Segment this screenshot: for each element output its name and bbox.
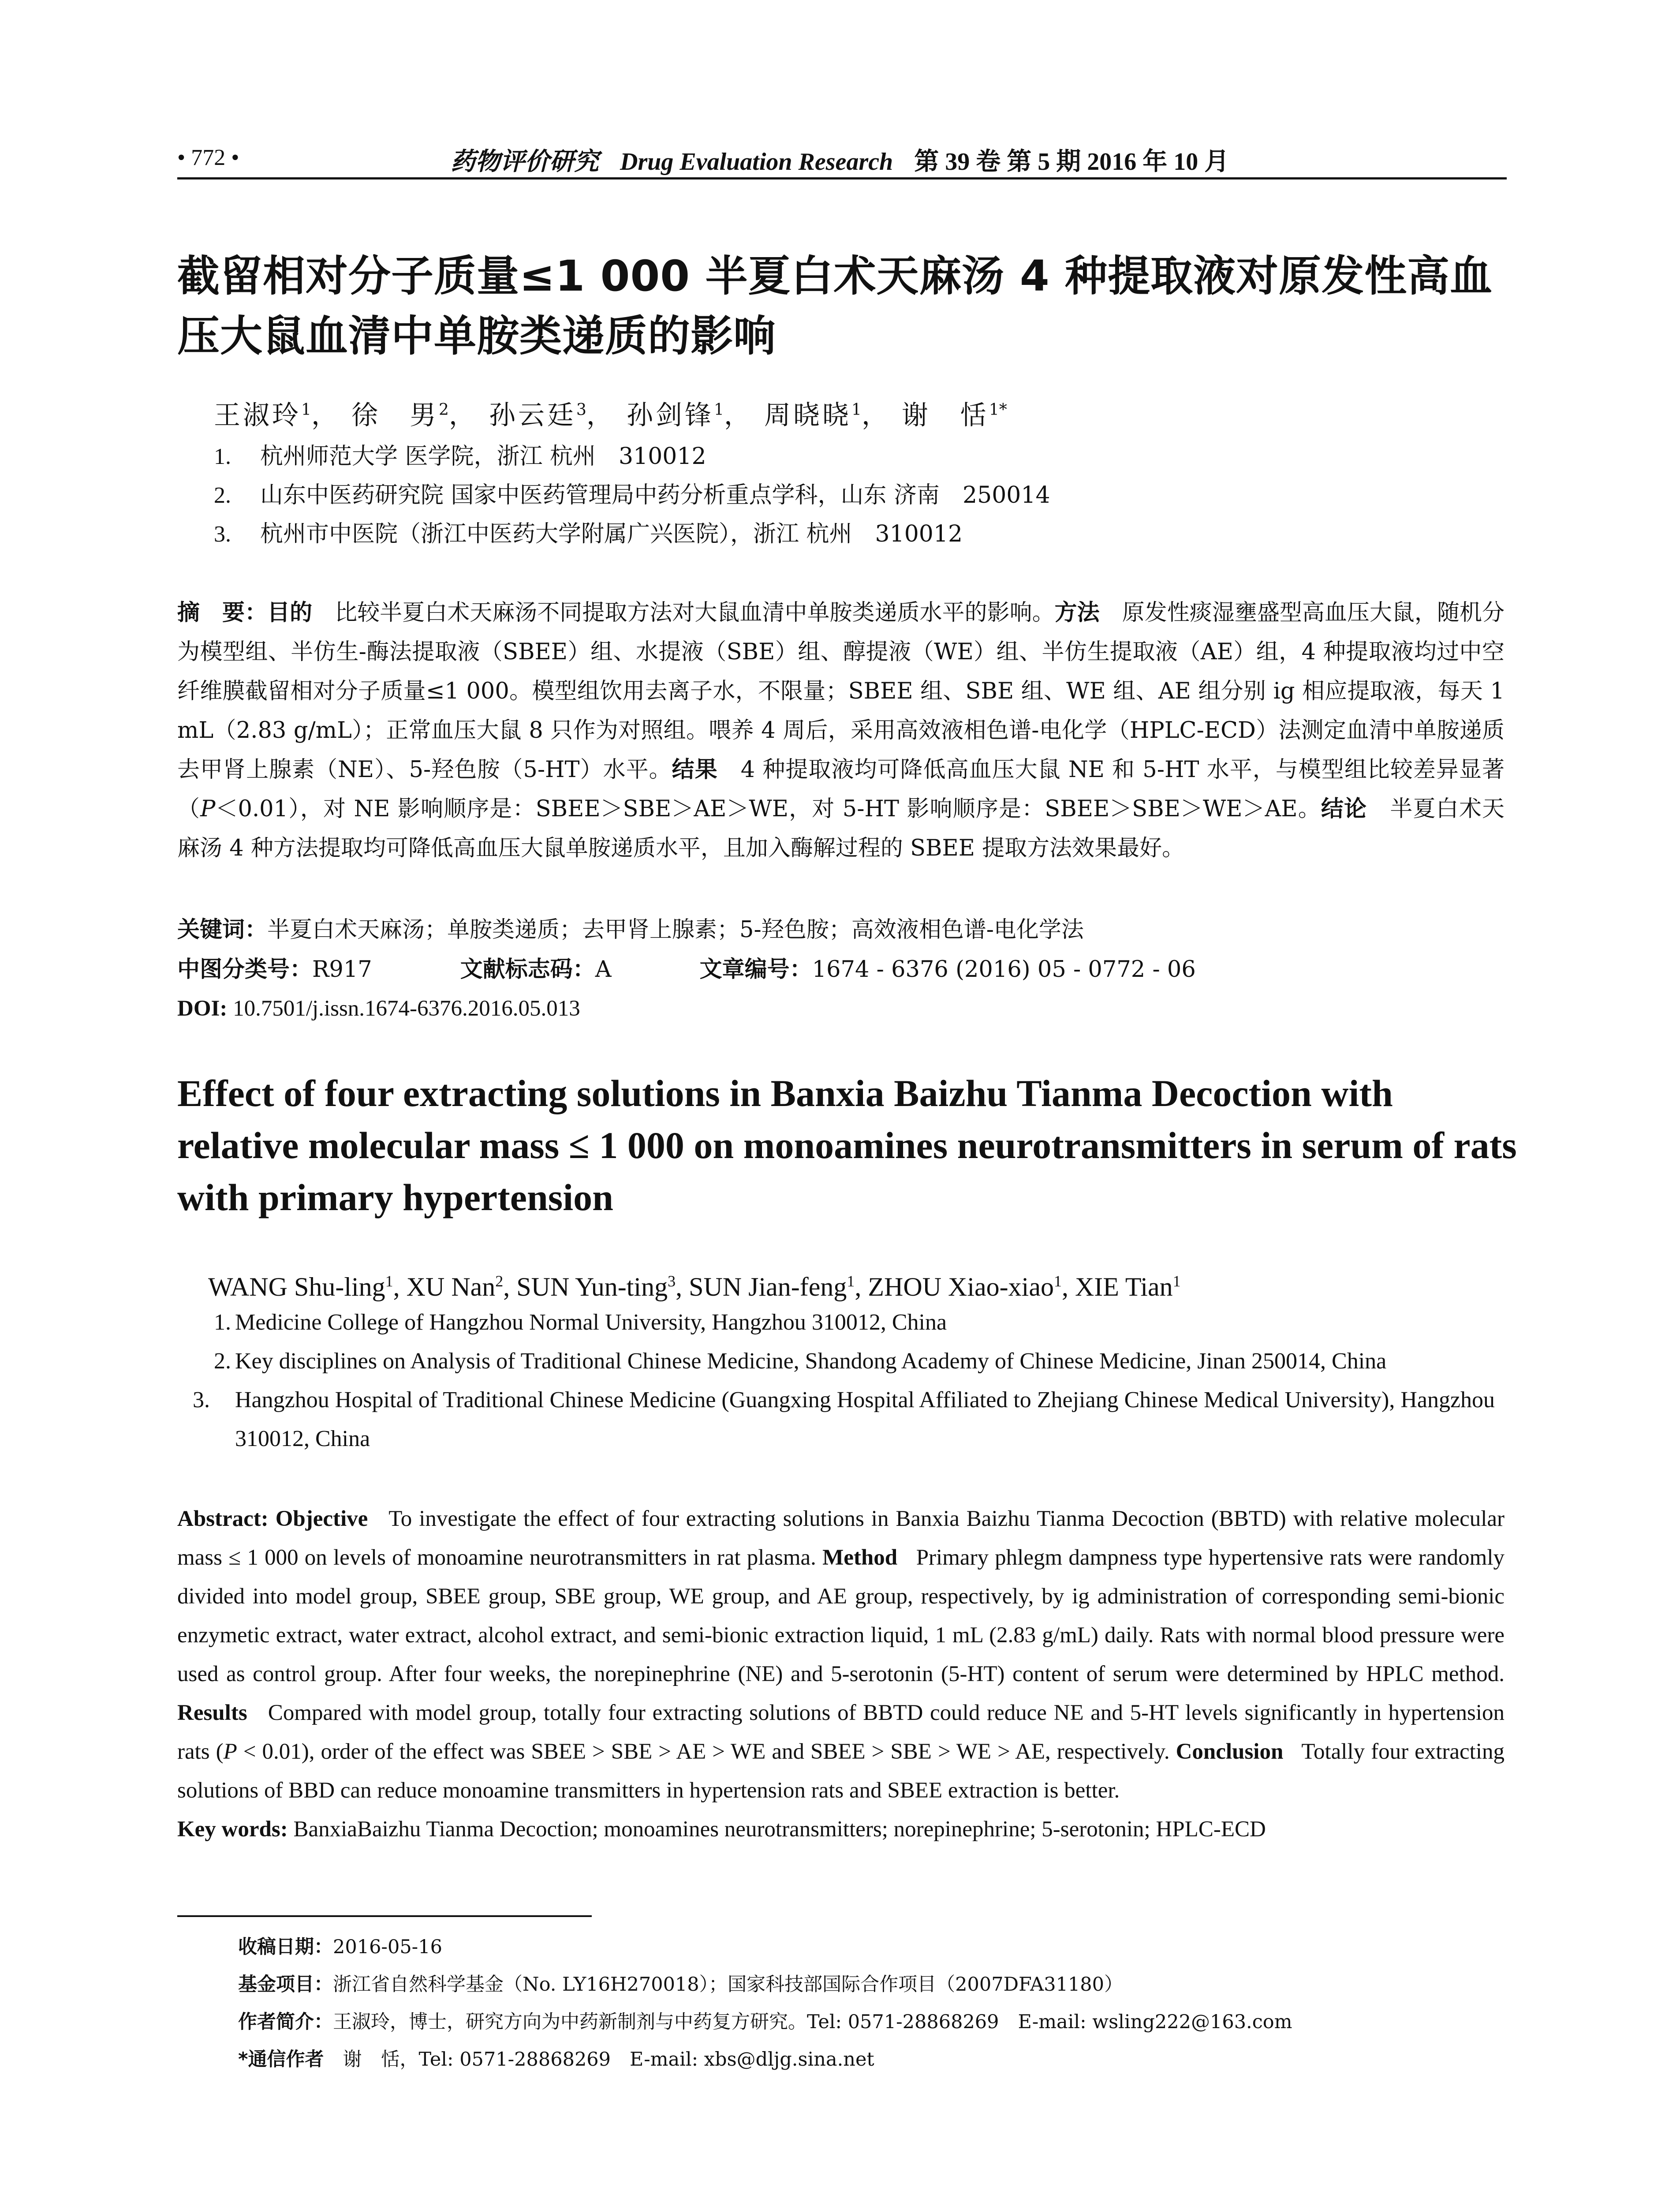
affiliation-cn [214,519,963,550]
author-sup: 1 [1053,1272,1062,1290]
affiliation-text: 杭州市中医院（浙江中医药大学附属广兴医院），浙江 杭州 310012 [260,521,963,547]
footnote-corresponding [238,2046,1517,2073]
footnote-label: 作者简介： [238,2011,333,2033]
affiliation-en [214,1342,1493,1381]
objective-label: Objective [275,1506,368,1531]
clc-value: R917 [312,957,372,983]
author-cn: 谢 恬 [901,400,989,431]
affiliation-en [193,1381,1523,1458]
author-en: WANG Shu-ling [208,1272,385,1301]
affiliation-en [214,1303,1493,1342]
doi-line [177,991,580,1026]
author-en: SUN Yun-ting [516,1272,668,1301]
footnote-text: 谢 恬，Tel: 0571-28868269 E-mail: xbs@dljg.sina.net [324,2048,874,2070]
affiliation-number: 3. [193,1387,210,1413]
keywords-label: 关键词： [177,917,268,943]
authors-cn: 王淑玲$^1$， 徐 男$^2$， 孙云廷$^3$， 孙剑锋$^1$， 周晓晓$^1$， 谢 恬$^{1*}$ [214,400,1007,431]
results-text: ＜0.01），对 NE 影响顺序是：SBEE＞SBE＞AE＞WE，对 5-HT 影响顺序是：SBEE＞SBE＞WE＞AE。 [215,796,1321,822]
author-sup: 1 [385,1272,393,1290]
page-number: • 772 • [177,145,239,170]
doi-value: 10.7501/j.issn.1674-6376.2016.05.013 [227,996,580,1021]
article-number-label: 文章编号： [699,957,812,983]
title-cn: 截留相对分子质量≤1 000 半夏白术天麻汤 4 种提取液对原发性高血压大鼠血清中单胺类递质的影响 [177,251,1493,361]
conclusion-text: 半夏白术天麻汤 4 种方法提取均可降低高血压大鼠单胺递质水平，且加入酶解过程的 SBEE 提取方法效果最好。 [177,796,1505,861]
author-sup: 1 [851,401,862,419]
authors-en: WANG Shu-ling$^1$, XU Nan$^2$, SUN Yun-ting$^3$, SUN Jian-feng$^1$, ZHOU Xiao-xiao$^1$, XIE Tian$^1$ [208,1272,1181,1301]
footnote-text: 浙江省自然科学基金（No. LY16H270018）；国家科技部国际合作项目（2007DFA31180） [333,1973,1123,1996]
abstract-cn [177,593,1505,868]
journal-name-cn: 药物评价研究 [451,147,599,176]
author-cn: 孙剑锋 [626,400,714,431]
affiliation-number: 2. [214,483,231,508]
affiliation-number: 1. [214,444,231,469]
doc-code-value: A [595,957,612,983]
footnote-rule [177,1915,592,1917]
clc-label: 中图分类号： [177,957,313,983]
affiliation-number: 2. [214,1349,231,1374]
running-header [177,142,1507,178]
objective-text: 比较半夏白术天麻汤不同提取方法对大鼠血清中单胺类递质水平的影响。 [312,600,1055,626]
keywords-cn [177,913,1084,947]
footnote-label: 基金项目： [238,1973,333,1996]
footnote-label: *通信作者 [238,2048,324,2070]
author-sup: 1* [989,401,1007,419]
results-text: 4 种提取液均可降低高血压大鼠 NE 和 5-HT 水平，与模型组比较差异显著（ [177,757,1505,822]
affiliation-text: 山东中医药研究院 国家中医药管理局中药分析重点学科，山东 济南 250014 [260,482,1050,508]
journal-issue: 第 39 卷 第 5 期 2016 年 10 月 [914,148,1229,176]
footnote-text: 王淑玲，博士，研究方向为中药新制剂与中药复方研究。Tel: 0571-28868269 E-mail: wsling222@163.com [333,2011,1292,2033]
author-cn: 王淑玲 [214,400,301,431]
keywords-label: Key words: [177,1817,288,1842]
author-en: XIE Tian [1075,1272,1173,1301]
author-sup: 1 [1172,1272,1181,1290]
author-sup: 2 [495,1272,504,1290]
author-cn: 孙云廷 [489,400,576,431]
author-cn: 徐 男 [351,400,439,431]
affiliation-cn [214,480,1050,511]
conclusion-text: Totally four extracting solutions of BBD can reduce monoamine transmitters in hypertension rats and SBEE extraction is better. [177,1739,1505,1803]
author-sup: 2 [438,401,449,419]
affiliation-text: 杭州师范大学 医学院，浙江 杭州 310012 [260,443,706,470]
classification-line [177,953,1196,987]
abstract-label: 摘 要： [177,600,268,626]
keywords-text: 半夏白术天麻汤；单胺类递质；去甲肾上腺素；5-羟色胺；高效液相色谱-电化学法 [267,917,1084,943]
footnote-received [238,1934,1517,1960]
article-number-value: 1674 - 6376 (2016) 05 - 0772 - 06 [812,957,1196,983]
conclusion-label: 结论 [1321,796,1367,822]
results-text: < 0.01), order of the effect was SBEE > SBE > AE > WE and SBEE > SBE > WE > AE, respectively. [237,1739,1170,1764]
author-en: ZHOU Xiao-xiao [868,1272,1054,1301]
objective-label: 目的 [267,600,313,626]
footnote-text: 2016-05-16 [333,1936,442,1958]
footnote-author-bio [238,2009,1517,2035]
p-symbol: P [223,1739,237,1764]
footnote-label: 收稿日期： [238,1936,333,1958]
journal-info [451,142,1229,177]
author-en: XU Nan [406,1272,496,1301]
affiliation-number: 1. [214,1310,231,1335]
method-label: 方法 [1054,600,1100,626]
affiliation-text: Hangzhou Hospital of Traditional Chinese Medicine (Guangxing Hospital Affiliated to Zhejiang Chinese Medical University), Hangzhou 310012, China [235,1387,1495,1451]
abstract-en [177,1499,1505,1849]
method-label: Method [822,1545,898,1570]
conclusion-label: Conclusion [1176,1739,1284,1764]
author-sup: 3 [576,401,586,419]
results-text: Compared with model group, totally four extracting solutions of BBTD could reduce NE and 5-HT levels significantly in hypertension rats ( [177,1700,1505,1764]
objective-text: To investigate the effect of four extracting solutions in Banxia Baizhu Tianma Decoction (BBTD) with relative molecular mass ≤ 1 000 on levels of monoamine neurotransmitters in rat plasma. [177,1506,1505,1570]
footnote-funding [238,1971,1517,1998]
author-sup: 1 [713,401,724,419]
title-en: Effect of four extracting solutions in Banxia Baizhu Tianma Decoction with relative molecular mass ≤ 1 000 on monoamines neurotransmitters in serum of rats with primary hypertension [177,1072,1517,1218]
author-cn: 周晓晓 [764,400,851,431]
method-text: Primary phlegm dampness type hypertensive rats were randomly divided into model group, SBEE group, SBE group, WE group, and AE group, respectively, by ig administration of corresponding semi-bionic enzymetic extract, water extract, alcohol extract, and semi-bionic extraction liquid, 1 mL (2.83 g/mL) daily. Rats with normal blood pressure were used as control group. After four weeks, the norepinephrine (NE) and 5-serotonin (5-HT) content of serum were determined by HPLC method. [177,1545,1505,1686]
doc-code-label: 文献标志码： [460,957,595,983]
header-rule [177,177,1507,179]
doi-label: DOI: [177,996,228,1021]
author-sup: 1 [847,1272,855,1290]
results-label: Results [177,1700,247,1725]
results-label: 结果 [672,757,718,783]
affiliation-number: 3. [214,522,231,547]
author-sup: 3 [668,1272,676,1290]
affiliation-cn [214,441,706,472]
affiliation-text: Key disciplines on Analysis of Traditional Chinese Medicine, Shandong Academy of Chinese Medicine, Jinan 250014, China [235,1349,1387,1374]
p-symbol: P [200,796,216,822]
author-sup: 1 [301,401,311,419]
method-text: 原发性痰湿壅盛型高血压大鼠，随机分为模型组、半仿生-酶法提取液（SBEE）组、水提液（SBE）组、醇提液（WE）组、半仿生提取液（AE）组，4 种提取液均过中空纤维膜截留相对分子质量≤1 000。模型组饮用去离子水，不限量；SBEE 组、SBE 组、WE 组、AE 组分别 ig 相应提取液，每天 1 mL（2.83 g/mL）；正常血压大鼠 8 只作为对照组。喂养 4 周后，采用高效液相色谱-电化学（HPLC-ECD）法测定血清中单胺递质去甲肾上腺素（NE）、5-羟色胺（5-HT）水平。 [177,600,1505,783]
keywords-text: BanxiaBaizhu Tianma Decoction; monoamines neurotransmitters; norepinephrine; 5-serotonin; HPLC-ECD [287,1817,1266,1842]
author-en: SUN Jian-feng [689,1272,847,1301]
journal-name-en: Drug Evaluation Research [620,148,893,176]
abstract-label: Abstract: [177,1506,269,1531]
affiliation-text: Medicine College of Hangzhou Normal University, Hangzhou 310012, China [235,1310,947,1335]
